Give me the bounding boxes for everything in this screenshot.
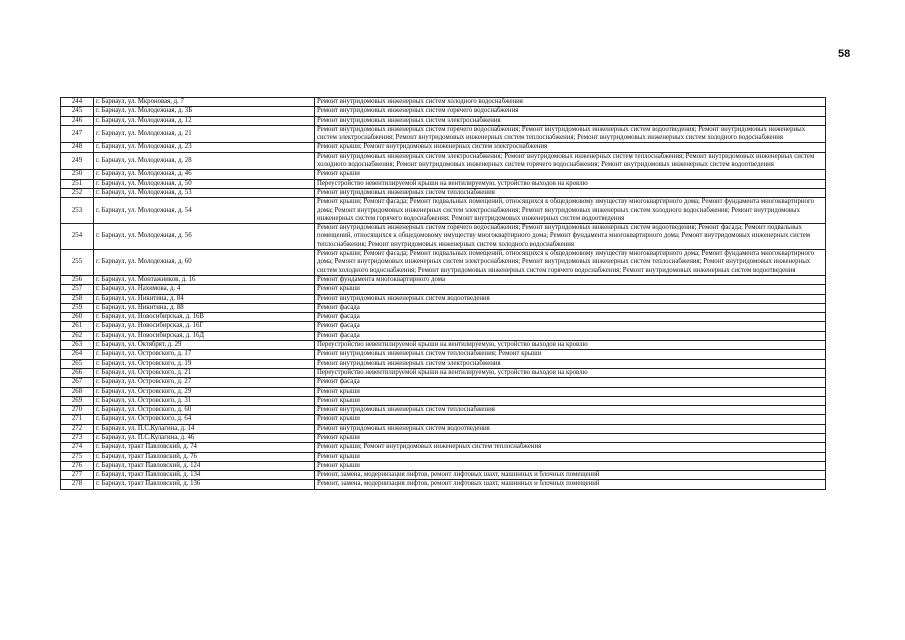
row-number: 278 xyxy=(61,480,94,489)
table-row xyxy=(61,480,826,489)
table-row xyxy=(61,341,826,350)
row-number: 248 xyxy=(61,143,94,152)
row-number: 268 xyxy=(61,387,94,396)
row-work-description: Ремонт крыши xyxy=(315,433,826,442)
row-address: г. Барнаул, ул. Молодежная, д. 56 xyxy=(94,224,315,250)
row-work-description: Ремонт внутридомовых инженерных систем горячего водоснабжения; Ремонт внутридомовых инженерных систем водоотведения; Ремонт фасада; Ремонт подвальных помещений, относящихся к общедомовому имуществу многоквартирного дома; Ремонт фундамента многоквартирного дома; Ремонт внутридомовых инженерных систем теплоснабжения; Ремонт внутридомовых инженерных систем холодного водоснабжения xyxy=(315,224,826,250)
row-address: г. Барнаул, ул. Молодежная, д. 12 xyxy=(94,116,315,125)
row-work-description: Ремонт крыши xyxy=(315,387,826,396)
table-row xyxy=(61,443,826,452)
row-number: 255 xyxy=(61,250,94,276)
row-number: 272 xyxy=(61,424,94,433)
row-address: г. Барнаул, ул. Островского, д. 60 xyxy=(94,406,315,415)
row-work-description: Ремонт фасада xyxy=(315,378,826,387)
row-number: 261 xyxy=(61,322,94,331)
row-number: 259 xyxy=(61,303,94,312)
row-number: 257 xyxy=(61,285,94,294)
row-address: г. Барнаул, ул. Молодежная, д. 54 xyxy=(94,198,315,224)
row-address: г. Барнаул, ул. Островского, д. 31 xyxy=(94,396,315,405)
row-address: г. Барнаул, ул. Молодежная, д. 23 xyxy=(94,143,315,152)
row-work-description: Ремонт крыши; Ремонт фасада; Ремонт подвальных помещений, относящихся к общедомовому имуществу многоквартирного дома; Ремонт фундамента многоквартирного дома; Ремонт внутридомовых инженерных систем электроснабжения; Ремонт внутридомовых инженерных систем теплоснабжения; Ремонт внутридомовых инженерных систем холодного водоснабжения; Ремонт внутридомовых инженерных систем горячего водоснабжения; Ремонт внутридомовых инженерных систем водоотведения xyxy=(315,250,826,276)
table-row xyxy=(61,285,826,294)
table-row xyxy=(61,179,826,188)
row-number: 275 xyxy=(61,452,94,461)
row-number: 247 xyxy=(61,125,94,143)
row-address: г. Барнаул, ул. Новосибирская, д. 16Д xyxy=(94,331,315,340)
row-work-description: Ремонт внутридомовых инженерных систем водоотведения xyxy=(315,294,826,303)
row-address: г. Барнаул, ул. Молодежная, д. 21 xyxy=(94,125,315,143)
row-number: 266 xyxy=(61,368,94,377)
row-work-description: Ремонт внутридомовых инженерных систем электроснабжения xyxy=(315,116,826,125)
row-address: г. Барнаул, ул. Новосибирская, д. 16В xyxy=(94,313,315,322)
row-work-description: Ремонт крыши xyxy=(315,461,826,470)
table-row xyxy=(61,350,826,359)
row-work-description: Ремонт внутридомовых инженерных систем водоотведения xyxy=(315,424,826,433)
row-work-description: Ремонт внутридомовых инженерных систем электроснабжения; Ремонт внутридомовых инженерных систем теплоснабжения; Ремонт внутридомовых инженерных систем холодного водоснабжения; Ремонт внутридомовых инженерных систем горячего водоснабжения; Ремонт внутридомовых инженерных систем водоотведения xyxy=(315,152,826,170)
row-work-description: Ремонт фасада xyxy=(315,303,826,312)
row-number: 258 xyxy=(61,294,94,303)
table-row xyxy=(61,378,826,387)
table-row xyxy=(61,331,826,340)
table-row xyxy=(61,387,826,396)
row-address: г. Барнаул, ул. Молодежная, д. 46 xyxy=(94,170,315,179)
row-work-description: Ремонт внутридомовых инженерных систем холодного водоснабжения xyxy=(315,98,826,107)
row-address: г. Барнаул, ул. Монтажников, д. 16 xyxy=(94,275,315,284)
row-number: 271 xyxy=(61,415,94,424)
row-number: 249 xyxy=(61,152,94,170)
table-row xyxy=(61,406,826,415)
table-row xyxy=(61,98,826,107)
row-address: г. Барнаул, ул. Молодежная, д. 50 xyxy=(94,179,315,188)
row-work-description: Ремонт фасада xyxy=(315,322,826,331)
row-address: г. Барнаул, ул. Молодежная, д. 60 xyxy=(94,250,315,276)
table-row xyxy=(61,322,826,331)
row-number: 273 xyxy=(61,433,94,442)
row-address: г. Барнаул, ул. П.С.Кулагина, д. 46 xyxy=(94,433,315,442)
table-row xyxy=(61,152,826,170)
table-row xyxy=(61,368,826,377)
table-row xyxy=(61,313,826,322)
row-address: г. Барнаул, тракт Павловский, д. 136 xyxy=(94,480,315,489)
row-work-description: Ремонт внутридомовых инженерных систем теплоснабжения xyxy=(315,188,826,197)
table-row xyxy=(61,471,826,480)
page-number: 58 xyxy=(838,48,851,60)
row-number: 267 xyxy=(61,378,94,387)
row-work-description: Ремонт, замена, модернизация лифтов, ремонт лифтовых шахт, машинных и блочных помещений xyxy=(315,471,826,480)
row-address: г. Барнаул, ул. Островского, д. 64 xyxy=(94,415,315,424)
row-number: 245 xyxy=(61,107,94,116)
table-row xyxy=(61,396,826,405)
row-number: 264 xyxy=(61,350,94,359)
row-work-description: Ремонт внутридомовых инженерных систем теплоснабжения; Ремонт крыши xyxy=(315,350,826,359)
row-number: 256 xyxy=(61,275,94,284)
table-row xyxy=(61,250,826,276)
row-work-description: Ремонт крыши xyxy=(315,415,826,424)
table-row xyxy=(61,107,826,116)
table-row xyxy=(61,188,826,197)
row-address: г. Барнаул, тракт Павловский, д. 74 xyxy=(94,443,315,452)
row-number: 246 xyxy=(61,116,94,125)
row-number: 253 xyxy=(61,198,94,224)
row-work-description: Ремонт крыши xyxy=(315,452,826,461)
row-work-description: Переустройство невентилируемой крыши на вентилируемую, устройство выходов на кровлю xyxy=(315,179,826,188)
row-number: 270 xyxy=(61,406,94,415)
row-address: г. Барнаул, ул. Октябрят, д. 29 xyxy=(94,341,315,350)
row-number: 265 xyxy=(61,359,94,368)
table-row xyxy=(61,461,826,470)
row-work-description: Ремонт крыши; Ремонт фасада; Ремонт подвальных помещений, относящихся к общедомовому имуществу многоквартирного дома; Ремонт фундамента многоквартирного дома; Ремонт внутридомовых инженерных систем электроснабжения; Ремонт внутридомовых инженерных систем холодного водоснабжения; Ремонт внутридомовых инженерных систем горячего водоснабжения; Ремонт внутридомовых инженерных систем водоотведения xyxy=(315,198,826,224)
row-work-description: Ремонт внутридомовых инженерных систем теплоснабжения xyxy=(315,406,826,415)
table-body xyxy=(61,98,826,490)
table-row xyxy=(61,294,826,303)
row-work-description: Ремонт внутридомовых инженерных систем горячего водоснабжения xyxy=(315,107,826,116)
table-row xyxy=(61,433,826,442)
row-work-description: Ремонт фундамента многоквартирного дома xyxy=(315,275,826,284)
row-work-description: Ремонт крыши; Ремонт внутридомовых инженерных систем теплоснабжения xyxy=(315,443,826,452)
row-work-description: Ремонт фасада xyxy=(315,313,826,322)
row-number: 263 xyxy=(61,341,94,350)
row-work-description: Ремонт внутридомовых инженерных систем горячего водоснабжения; Ремонт внутридомовых инженерных систем водоотведения; Ремонт внутридомовых инженерных систем электроснабжения; Ремонт внутридомовых инженерных систем теплоснабжения; Ремонт внутридомовых инженерных систем холодного водоснабжения xyxy=(315,125,826,143)
row-number: 262 xyxy=(61,331,94,340)
row-number: 274 xyxy=(61,443,94,452)
row-number: 277 xyxy=(61,471,94,480)
row-work-description: Ремонт фасада xyxy=(315,331,826,340)
table-row xyxy=(61,224,826,250)
row-number: 252 xyxy=(61,188,94,197)
row-number: 250 xyxy=(61,170,94,179)
table-row xyxy=(61,359,826,368)
table-row xyxy=(61,415,826,424)
row-number: 244 xyxy=(61,98,94,107)
repair-register-table xyxy=(60,97,826,490)
table-row xyxy=(61,303,826,312)
row-work-description: Ремонт, замена, модернизация лифтов, ремонт лифтовых шахт, машинных и блочных помещений xyxy=(315,480,826,489)
row-number: 254 xyxy=(61,224,94,250)
row-work-description: Переустройство невентилируемой крыши на вентилируемую, устройство выходов на кровлю xyxy=(315,341,826,350)
row-work-description: Ремонт внутридомовых инженерных систем электроснабжения xyxy=(315,359,826,368)
row-address: г. Барнаул, ул. Молодежная, д. 28 xyxy=(94,152,315,170)
row-address: г. Барнаул, ул. Никитина, д. 88 xyxy=(94,303,315,312)
row-address: г. Барнаул, ул. П.С.Кулагина, д. 14 xyxy=(94,424,315,433)
row-address: г. Барнаул, ул. Молодежная, д. 3Б xyxy=(94,107,315,116)
table-row xyxy=(61,198,826,224)
table-row xyxy=(61,143,826,152)
row-address: г. Барнаул, ул. Новосибирская, д. 16Г xyxy=(94,322,315,331)
row-number: 260 xyxy=(61,313,94,322)
table-row xyxy=(61,275,826,284)
table-row xyxy=(61,116,826,125)
row-address: г. Барнаул, ул. Островского, д. 21 xyxy=(94,368,315,377)
row-number: 269 xyxy=(61,396,94,405)
row-number: 251 xyxy=(61,179,94,188)
row-address: г. Барнаул, ул. Островского, д. 17 xyxy=(94,350,315,359)
row-work-description: Ремонт крыши xyxy=(315,170,826,179)
row-address: г. Барнаул, тракт Павловский, д. 76 xyxy=(94,452,315,461)
row-address: г. Барнаул, ул. Островского, д. 19 xyxy=(94,359,315,368)
row-address: г. Барнаул, ул. Нахимова, д. 4 xyxy=(94,285,315,294)
row-number: 276 xyxy=(61,461,94,470)
row-work-description: Переустройство невентилируемой крыши на вентилируемую, устройство выходов на кровлю xyxy=(315,368,826,377)
row-address: г. Барнаул, тракт Павловский, д. 134 xyxy=(94,471,315,480)
table-row xyxy=(61,452,826,461)
row-work-description: Ремонт крыши; Ремонт внутридомовых инженерных систем электроснабжения xyxy=(315,143,826,152)
row-address: г. Барнаул, ул. Островского, д. 27 xyxy=(94,378,315,387)
row-work-description: Ремонт крыши xyxy=(315,396,826,405)
table-row xyxy=(61,125,826,143)
row-address: г. Барнаул, ул. Островского, д. 29 xyxy=(94,387,315,396)
row-address: г. Барнаул, ул. Мкроновая, д. 7 xyxy=(94,98,315,107)
row-work-description: Ремонт крыши xyxy=(315,285,826,294)
table-row xyxy=(61,424,826,433)
row-address: г. Барнаул, ул. Молодежная, д. 53 xyxy=(94,188,315,197)
row-address: г. Барнаул, ул. Никитина, д. 84 xyxy=(94,294,315,303)
row-address: г. Барнаул, тракт Павловский, д. 124 xyxy=(94,461,315,470)
table-row xyxy=(61,170,826,179)
